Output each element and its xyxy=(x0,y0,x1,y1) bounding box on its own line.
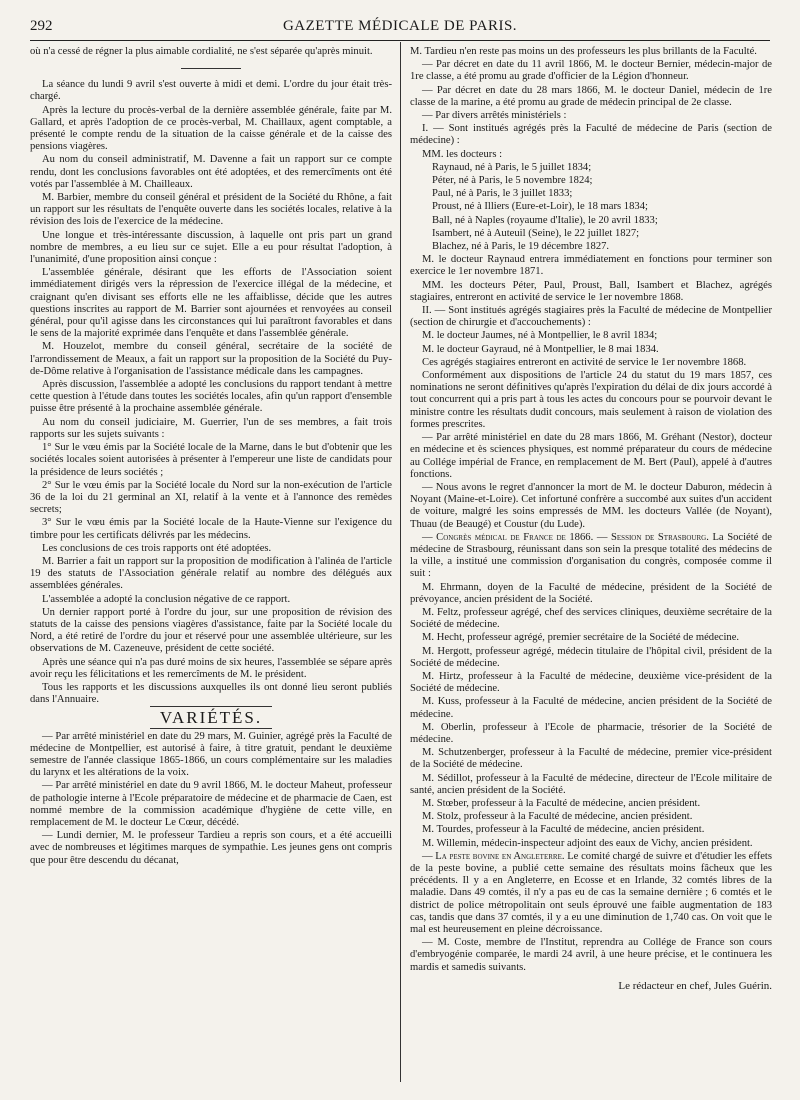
member-item: M. Sédillot, professeur à la Faculté de médecine, directeur de l'Ecole militaire de santé, ancien président de la Société. xyxy=(410,772,772,796)
article-heading: — La peste bovine en Angleterre. xyxy=(422,850,565,862)
paragraph: — Par arrêté ministériel en date du 9 avril 1866, M. le docteur Maheut, professeur de pathologie interne à l'Ecole préparatoire de médecine et de pharmacie de Caen, est nommé membre de la commission académique d'hygiène de cette ville, en remplacement de M. le docteur Le Cœur, décédé. xyxy=(30,780,392,828)
section-title-varietes: VARIÉTÉS. xyxy=(30,712,392,724)
editor-signature: Le rédacteur en chef, Jules Guérin. xyxy=(618,979,772,992)
paragraph: — La peste bovine en Angleterre. Le comité chargé de suivre et d'étudier les effets de la peste bovine, a publié cette semaine des résultats moins fâcheux que les précédents. Il y a en Angleterre, en Ecosse et en Irlande, 32 comtés libres de la maladie. Dans 49 comtés, il n'y a pas eu de cas la semaine dernière ; 6 comtés et le district de police métropolitain ont seuls éprouvé une faible augmentation de 183 cas, tandis que dans 37 comtés, il y a eu une diminution de 1,740 cas. On voit que le mal est heureusement en pleine décroissance. xyxy=(410,850,773,936)
page-number: 292 xyxy=(30,17,53,34)
paragraph: — Par arrêté ministériel en date du 29 mars, M. Guinier, agrégé près la Faculté de médecine de Montpellier, est autorisé à faire, à titre gratuit, pendant le deuxième semestre de l'année classique 1865-1866, un cours complémentaire sur les maladies du larynx et les altérations de la voix. xyxy=(30,730,392,779)
paragraph: 1° Sur le vœu émis par la Société locale de la Marne, dans le but d'obtenir que les sociétés locales soient autorisées à présenter à l'empereur une liste de candidats pour la présidence de leurs sociétés ; xyxy=(30,442,392,478)
paragraph: Au nom du conseil administratif, M. Davenne a fait un rapport sur ce compte rendu, dont les conclusions favorables ont été adoptées, et des remercîments ont été votés par l'assemblée à M. Chailleaux. xyxy=(30,154,392,190)
paragraph: L'assemblée a adopté la conclusion négative de ce rapport. xyxy=(42,593,291,605)
paragraph: Ces agrégés stagiaires entreront en activité de service le 1er novembre 1868. xyxy=(422,356,747,368)
journal-title: GAZETTE MÉDICALE DE PARIS. xyxy=(282,17,518,34)
member-item: M. Stolz, professeur à la Faculté de médecine, ancien président. xyxy=(422,811,693,823)
paragraph: M. Houzelot, membre du conseil général, secrétaire de la société de l'arrondissement de Meaux, a fait un rapport sur la proposition de la Société du Puy-de-Dôme relative à l'organisation de l'assistance médicale dans les campagnes. xyxy=(30,341,392,377)
paragraph: — Par arrêté ministériel en date du 28 mars 1866, M. Gréhant (Nestor), docteur en médecine et ès sciences physiques, est nommé préparateur du cours de médecine au Collége impérial de France, en remplacement de M. Bert (Paul), appelé à d'autres fonctions. xyxy=(410,432,772,480)
paragraph: — Par divers arrêtés ministériels : xyxy=(422,110,567,122)
article-heading: — Congrès médical de France de 1866. — Session de Strasbourg. xyxy=(422,531,709,543)
paragraph: où n'a cessé de régner la plus aimable cordialité, ne s'est séparée qu'après minuit. xyxy=(30,46,373,57)
right-column xyxy=(410,46,772,992)
paragraph: La séance du lundi 9 avril s'est ouverte à midi et demi. L'ordre du jour était très-chargé. xyxy=(30,79,392,103)
paragraph: 3° Sur le vœu émis par la Société locale de la Haute-Vienne sur l'exigence du timbre pour les certificats délivrés par les médecins. xyxy=(30,517,392,541)
paragraph: 2° Sur le vœu émis par la Société locale du Nord sur la non-exécution de l'article 36 de la loi du 21 germinal an XI, relatif à la vente et à l'annonce des remèdes secrets; xyxy=(30,479,392,516)
paragraph: — Nous avons le regret d'annoncer la mort de M. le docteur Daburon, médecin à Noyant (Maine-et-Loire). Cet infortuné confrère a succombé aux suites d'un accident de voiture, malgré les soins empressés de MM. les docteurs Vallée (de Noyant), Thuau (de Beaugé) et Coustur (du Lude). xyxy=(410,481,772,530)
list-item: Ball, né à Naples (royaume d'Italie), le 20 avril 1833; xyxy=(432,214,658,226)
paragraph: Tous les rapports et les discussions auxquelles ils ont donné lieu seront publiés dans l'Annuaire. xyxy=(30,681,392,706)
paragraph: L'assemblée générale, désirant que les efforts de l'Association soient immédiatement dirigés vers la répression de l'exercice illégal de la médecine, et craignant qu'en divisant ses efforts elle ne les affaiblisse, décide que les autres questions inscrites au rapport de M. Barrier sont ajournées et renvoyées au conseil général, pour qu'il agisse dans les circonstances qui lui paraîtront favorables et dans le sens de la majorité exprimée dans l'enquête et dans l'assemblée générale. xyxy=(30,267,392,340)
member-item: M. Hergott, professeur agrégé, médecin titulaire de l'hôpital civil, président de la Société de médecine. xyxy=(410,645,772,669)
list-item: Proust, né à Illiers (Eure-et-Loir), le 18 mars 1834; xyxy=(432,201,648,213)
paragraph: — Par décret en date du 28 mars 1866, M. le docteur Daniel, médecin de 1re classe de la marine, a été promu au grade de médecin principal de 2e classe. xyxy=(410,84,772,108)
paragraph: M. le docteur Gayraud, né à Montpellier, le 8 mai 1834. xyxy=(422,343,659,355)
paragraph: M. le docteur Raynaud entrera immédiatement en fonctions pour terminer son exercice le 1er novembre 1871. xyxy=(410,254,772,278)
paragraph: — M. Coste, membre de l'Institut, reprendra au Collége de France son cours d'embryogénie comparée, le mardi 24 avril, à une heure précise, et le continuera les mardis et samedis suivants. xyxy=(410,937,772,973)
list-item: Paul, né à Paris, le 3 juillet 1833; xyxy=(432,188,573,200)
left-column xyxy=(30,46,392,868)
paragraph: I. — Sont institués agrégés près la Faculté de médecine de Paris (section de médecine) : xyxy=(410,123,772,147)
member-item: M. Hecht, professeur agrégé, premier secrétaire de la Société de médecine. xyxy=(422,632,740,644)
paragraph: M. Tardieu n'en reste pas moins un des professeurs les plus brillants de la Faculté. xyxy=(410,46,757,57)
paragraph: II. — Sont institués agrégés stagiaires près la Faculté de médecine de Montpellier (section de chirurgie et d'accouchements) : xyxy=(410,305,772,329)
paragraph: Après discussion, l'assemblée a adopté les conclusions du rapport tendant à mettre cette question à l'étude dans toutes les sociétés locales, afin qu'un rapport d'ensemble puisse être présenté à la prochaine assemblée générale. xyxy=(30,379,392,415)
list-item: Péter, né à Paris, le 5 novembre 1824; xyxy=(432,175,593,187)
paragraph: MM. les docteurs : xyxy=(422,148,503,160)
page-header xyxy=(30,14,770,38)
list-item: Blachez, né à Paris, le 19 décembre 1827. xyxy=(432,241,610,253)
list-item: Isambert, né à Auteuil (Seine), le 22 juillet 1827; xyxy=(432,227,640,239)
paragraph: M. le docteur Jaumes, né à Montpellier, le 8 avril 1834; xyxy=(422,330,658,342)
column-divider xyxy=(400,42,401,1082)
paragraph: Un dernier rapport porté à l'ordre du jour, sur une proposition de révision des statuts de la caisse des pensions viagères d'assistance, faite par la Société locale du Nord, a été retiré de l'ordre du jour et réservé pour une assemblée ultérieure, sur les observations de M. Cazeneuve, président de cette société. xyxy=(30,606,392,655)
member-item: M. Tourdes, professeur à la Faculté de médecine, ancien président. xyxy=(422,824,705,836)
paragraph: Au nom du conseil judiciaire, M. Guerrier, l'un de ses membres, a fait trois rapports sur les sujets suivants : xyxy=(30,416,392,440)
member-item: M. Stœber, professeur à la Faculté de médecine, ancien président. xyxy=(422,797,701,809)
paragraph: M. Barrier a fait un rapport sur la proposition de modification à l'alinéa de l'article 19 des statuts de l'Association générale relatif au nombre des délégués aux assemblées générales. xyxy=(30,555,392,592)
list-item: Raynaud, né à Paris, le 5 juillet 1834; xyxy=(432,161,592,173)
paragraph: Après une séance qui n'a pas duré moins de six heures, l'assemblée se sépare après avoir reçu les félicitations et les remercîments de M. le président. xyxy=(30,656,392,680)
paragraph: — Lundi dernier, M. le professeur Tardieu a repris son cours, et a été accueilli avec de nombreuses et légitimes marques de sympathie. Les jeunes gens ont compris que pour être descendu du décanat, xyxy=(30,830,392,866)
member-item: M. Hirtz, professeur à la Faculté de médecine, deuxième vice-président de la Société de médecine. xyxy=(410,670,772,695)
paragraph: M. Barbier, membre du conseil général et président de la Société du Rhône, a fait un rapport sur les résultats de l'enquête ouverte dans les sociétés locales, relative à la révision des lois de l'exercice de la médecine. xyxy=(30,192,392,228)
paragraph: Les conclusions de ces trois rapports ont été adoptées. xyxy=(42,542,272,554)
paragraph: Conformément aux dispositions de l'article 24 du statut du 19 mars 1857, ces nominations ne seront définitives qu'après l'expiration du délai de dix jours accordé à tout concurrent qui a pris part à tous les actes du concours pour se pourvoir devant le ministre contre les résultats dudit concours, mais seulement à raison de violation des formes prescrites. xyxy=(410,370,772,430)
member-item: M. Ehrmann, doyen de la Faculté de médecine, président de la Société de prévoyance, ancien président de la Société. xyxy=(410,581,772,605)
member-item: M. Schutzenberger, professeur à la Faculté de médecine, premier vice-président de la Société de médecine. xyxy=(410,747,772,771)
header-rule xyxy=(30,40,770,41)
paragraph: MM. les docteurs Péter, Paul, Proust, Ball, Isambert et Blachez, agrégés stagiaires, entreront en activité de service le 1er novembre 1868. xyxy=(410,279,772,303)
paragraph: — Congrès médical de France de 1866. — Session de Strasbourg. La Société de médecine de Strasbourg, réunissant dans son sein la presque totalité des médecins de la ville, a institué une commission d'organisation du congrès, composée comme il suit : xyxy=(410,531,772,580)
paragraph: Une longue et très-intéressante discussion, à laquelle ont pris part un grand nombre de membres, a eu lieu sur ce sujet. Elle a eu pour résultat l'adoption, à l'unanimité, d'une proposition ainsi conçue : xyxy=(30,229,392,266)
paragraph: — Par décret en date du 11 avril 1866, M. le docteur Bernier, médecin-major de 1re classe, a été promu au grade d'officier de la Légion d'honneur. xyxy=(410,59,772,83)
member-item: M. Kuss, professeur à la Faculté de médecine, ancien président de la Société de médecine. xyxy=(410,696,772,720)
member-item: M. Feltz, professeur agrégé, chef des services cliniques, deuxième secrétaire de la Société de médecine. xyxy=(410,606,772,631)
paragraph: Après la lecture du procès-verbal de la dernière assemblée générale, faite par M. Gallard, et après l'adoption de ce procès-verbal, M. Chaillaux, agent comptable, a présenté le compte rendu de la situation de la caisse générale et de la caisse des pensions viagères. xyxy=(30,104,392,153)
member-item: M. Willemin, médecin-inspecteur adjoint des eaux de Vichy, ancien président. xyxy=(422,837,753,849)
separator-rule xyxy=(181,68,241,69)
member-item: M. Oberlin, professeur à l'Ecole de pharmacie, trésorier de la Société de médecine. xyxy=(410,721,772,745)
